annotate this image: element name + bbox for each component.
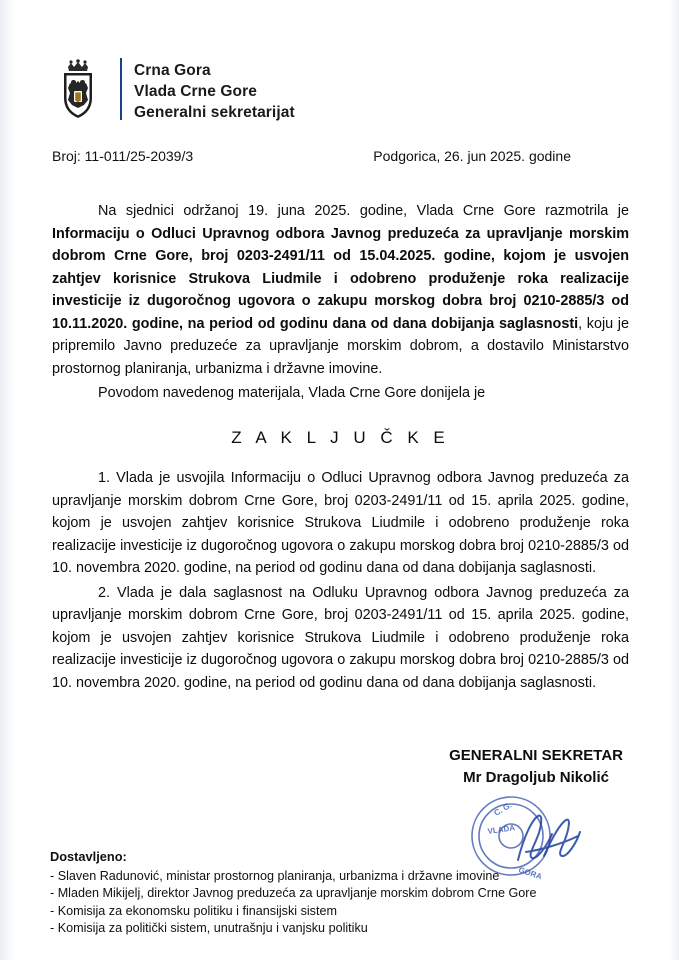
svg-text:GORA: GORA xyxy=(517,865,543,882)
delivery-items xyxy=(50,868,536,938)
signature-name: Mr Dragoljub Nikolić xyxy=(463,769,609,786)
document-number: Broj: 11-011/25-2039/3 xyxy=(52,148,194,164)
intro-paragraph xyxy=(52,200,629,380)
signature-title: GENERALNI SEKRETAR xyxy=(449,747,623,764)
header-line-government: Vlada Crne Gore xyxy=(134,83,257,100)
delivery-list xyxy=(50,848,536,938)
svg-text:C. G.: C. G. xyxy=(492,800,514,818)
svg-text:VLADA: VLADA xyxy=(487,823,516,836)
list-item: - Komisija za politički sistem, unutrašnju i vanjsku politiku xyxy=(50,921,368,935)
document-place-date: Podgorica, 26. jun 2025. godine xyxy=(373,148,571,164)
page-edge-right xyxy=(669,0,679,960)
header-divider xyxy=(120,58,122,120)
conclusion-item-1: 1. Vlada je usvojila Informaciju o Odluci Upravnog odbora Javnog preduzeća za upravljanje morskim dobrom Crne Gore, broj 0203-2491/11 od 15. aprila 2025. godine, kojom je usvojen zahtjev korisnice Strukova Liudmile i odobreno produženje roka realizacije investicije iz dugoročnog ugovora o zakupu morskog dobra broj 0210-2885/3 od 10. novembra 2020. godine, na period od godinu dana od dana dobijanja saglasnosti. xyxy=(52,470,629,576)
list-item: - Mladen Mikijelj, direktor Javnog preduzeća za upravljanje morskim dobrom Crne Gore xyxy=(50,886,537,900)
document-body xyxy=(52,200,629,694)
coat-of-arms-icon xyxy=(52,58,104,120)
second-paragraph: Povodom navedenog materijala, Vlada Crne Gore donijela je xyxy=(98,385,486,401)
delivery-title: Dostavljeno: xyxy=(50,849,127,864)
header-line-secretariat: Generalni sekretarijat xyxy=(134,104,295,121)
list-item: - Komisija za ekonomsku politiku i finansijski sistem xyxy=(50,903,337,918)
list-item: - Slaven Radunović, ministar prostornog planiranja, urbanizma i državne imovine xyxy=(50,868,500,883)
signature-block xyxy=(449,745,623,789)
intro-pre: Na sjednici održanoj 19. juna 2025. godine, Vlada Crne Gore razmotrila je xyxy=(98,203,629,219)
page-edge-left xyxy=(0,0,14,960)
intro-bold: Informaciju o Odluci Upravnog odbora Javnog preduzeća za upravljanje morskim dobrom Crne Gore, broj 0203-2491/11 od 15.04.2025. godine, kojom je usvojen zahtjev korisnice Strukova Liudmile i odobreno produženje roka realizacije investicije iz dugoročnog ugovora o zakupu morskog dobra broj 0210-2885/3 od 10.11.2020. godine, na period od godinu dana od dana dobijanja saglasnosti xyxy=(52,225,629,332)
header-line-country: Crna Gora xyxy=(134,62,211,79)
conclusion-item-2: 2. Vlada je dala saglasnost na Odluku Upravnog odbora Javnog preduzeća za upravljanje morskim dobrom Crne Gore, broj 0203-2491/11 od 15. aprila 2025. godine, kojom je usvojen zahtjev korisnice Strukova Liudmile i odobreno produženje roka realizacije investicije iz dugoročnog ugovora o zakupu morskog dobra broj 0210-2885/3 od 10. novembra 2020. godine, na period od godinu dana od dana dobijanja saglasnosti. xyxy=(52,584,629,691)
conclusions-heading: Z A K L J U Č K E xyxy=(231,427,450,447)
document-header xyxy=(52,58,295,123)
intro-post: , koju je pripremilo Javno preduzeće za upravljanje morskim dobrom, a dostavilo Ministarstvo prostornog planiranja, urbanizma i državne imovine. xyxy=(52,315,629,377)
document-meta xyxy=(52,148,627,164)
header-text xyxy=(134,58,295,123)
